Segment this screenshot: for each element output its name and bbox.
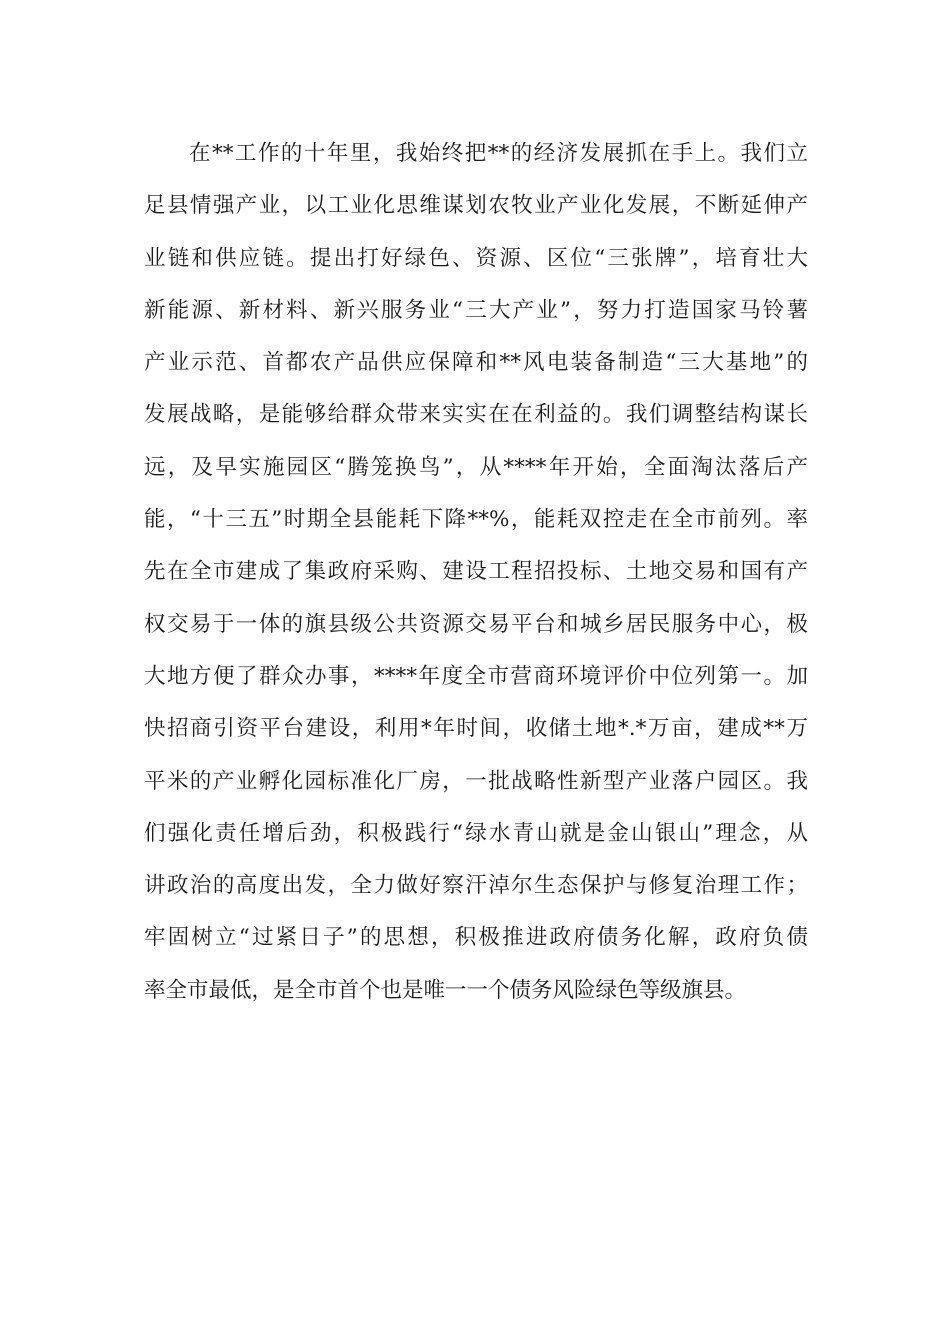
paragraph-line: 率全市最低，是全市首个也是唯一一个债务风险绿色等级旗县。 [144,977,747,1003]
paragraph-line: 能，“十三五”时期全县能耗下降**%，能耗双控走在全市前列。率 [144,507,808,533]
paragraph-line: 平米的产业孵化园标准化厂房，一批战略性新型产业落户园区。我 [144,768,808,794]
paragraph-line: 新能源、新材料、新兴服务业“三大产业”，努力打造国家马铃薯 [144,297,808,323]
paragraph-line: 足县情强产业，以工业化思维谋划农牧业产业化发展，不断延伸产 [144,193,808,219]
paragraph-line: 产业示范、首都农产品供应保障和**风电装备制造“三大基地”的 [144,350,808,376]
paragraph-line: 牢固树立“过紧日子”的思想，积极推进政府债务化解，政府负债 [144,925,808,951]
paragraph-line: 讲政治的高度出发，全力做好察汗淖尔生态保护与修复治理工作； [144,873,808,899]
paragraph-line: 远，及早实施园区“腾笼换鸟”，从****年开始，全面淘汰落后产 [144,454,808,480]
paragraph-line: 先在全市建成了集政府采购、建设工程招投标、土地交易和国有产 [144,559,808,585]
paragraph-line: 在**工作的十年里，我始终把**的经济发展抓在手上。我们立 [189,141,808,166]
paragraph-line: 们强化责任增后劲，积极践行“绿水青山就是金山银山”理念，从 [144,820,808,846]
paragraph-line: 大地方便了群众办事，****年度全市营商环境评价中位列第一。加 [144,663,808,689]
paragraph-line: 业链和供应链。提出打好绿色、资源、区位“三张牌”，培育壮大 [144,245,808,271]
paragraph [144,128,808,1017]
paragraph-line: 发展战略，是能够给群众带来实实在在利益的。我们调整结构谋长 [144,402,808,428]
paragraph-line: 快招商引资平台建设，利用*年时间，收储土地*.*万亩，建成**万 [144,716,808,742]
paragraph-line: 权交易于一体的旗县级公共资源交易平台和城乡居民服务中心，极 [144,611,808,637]
